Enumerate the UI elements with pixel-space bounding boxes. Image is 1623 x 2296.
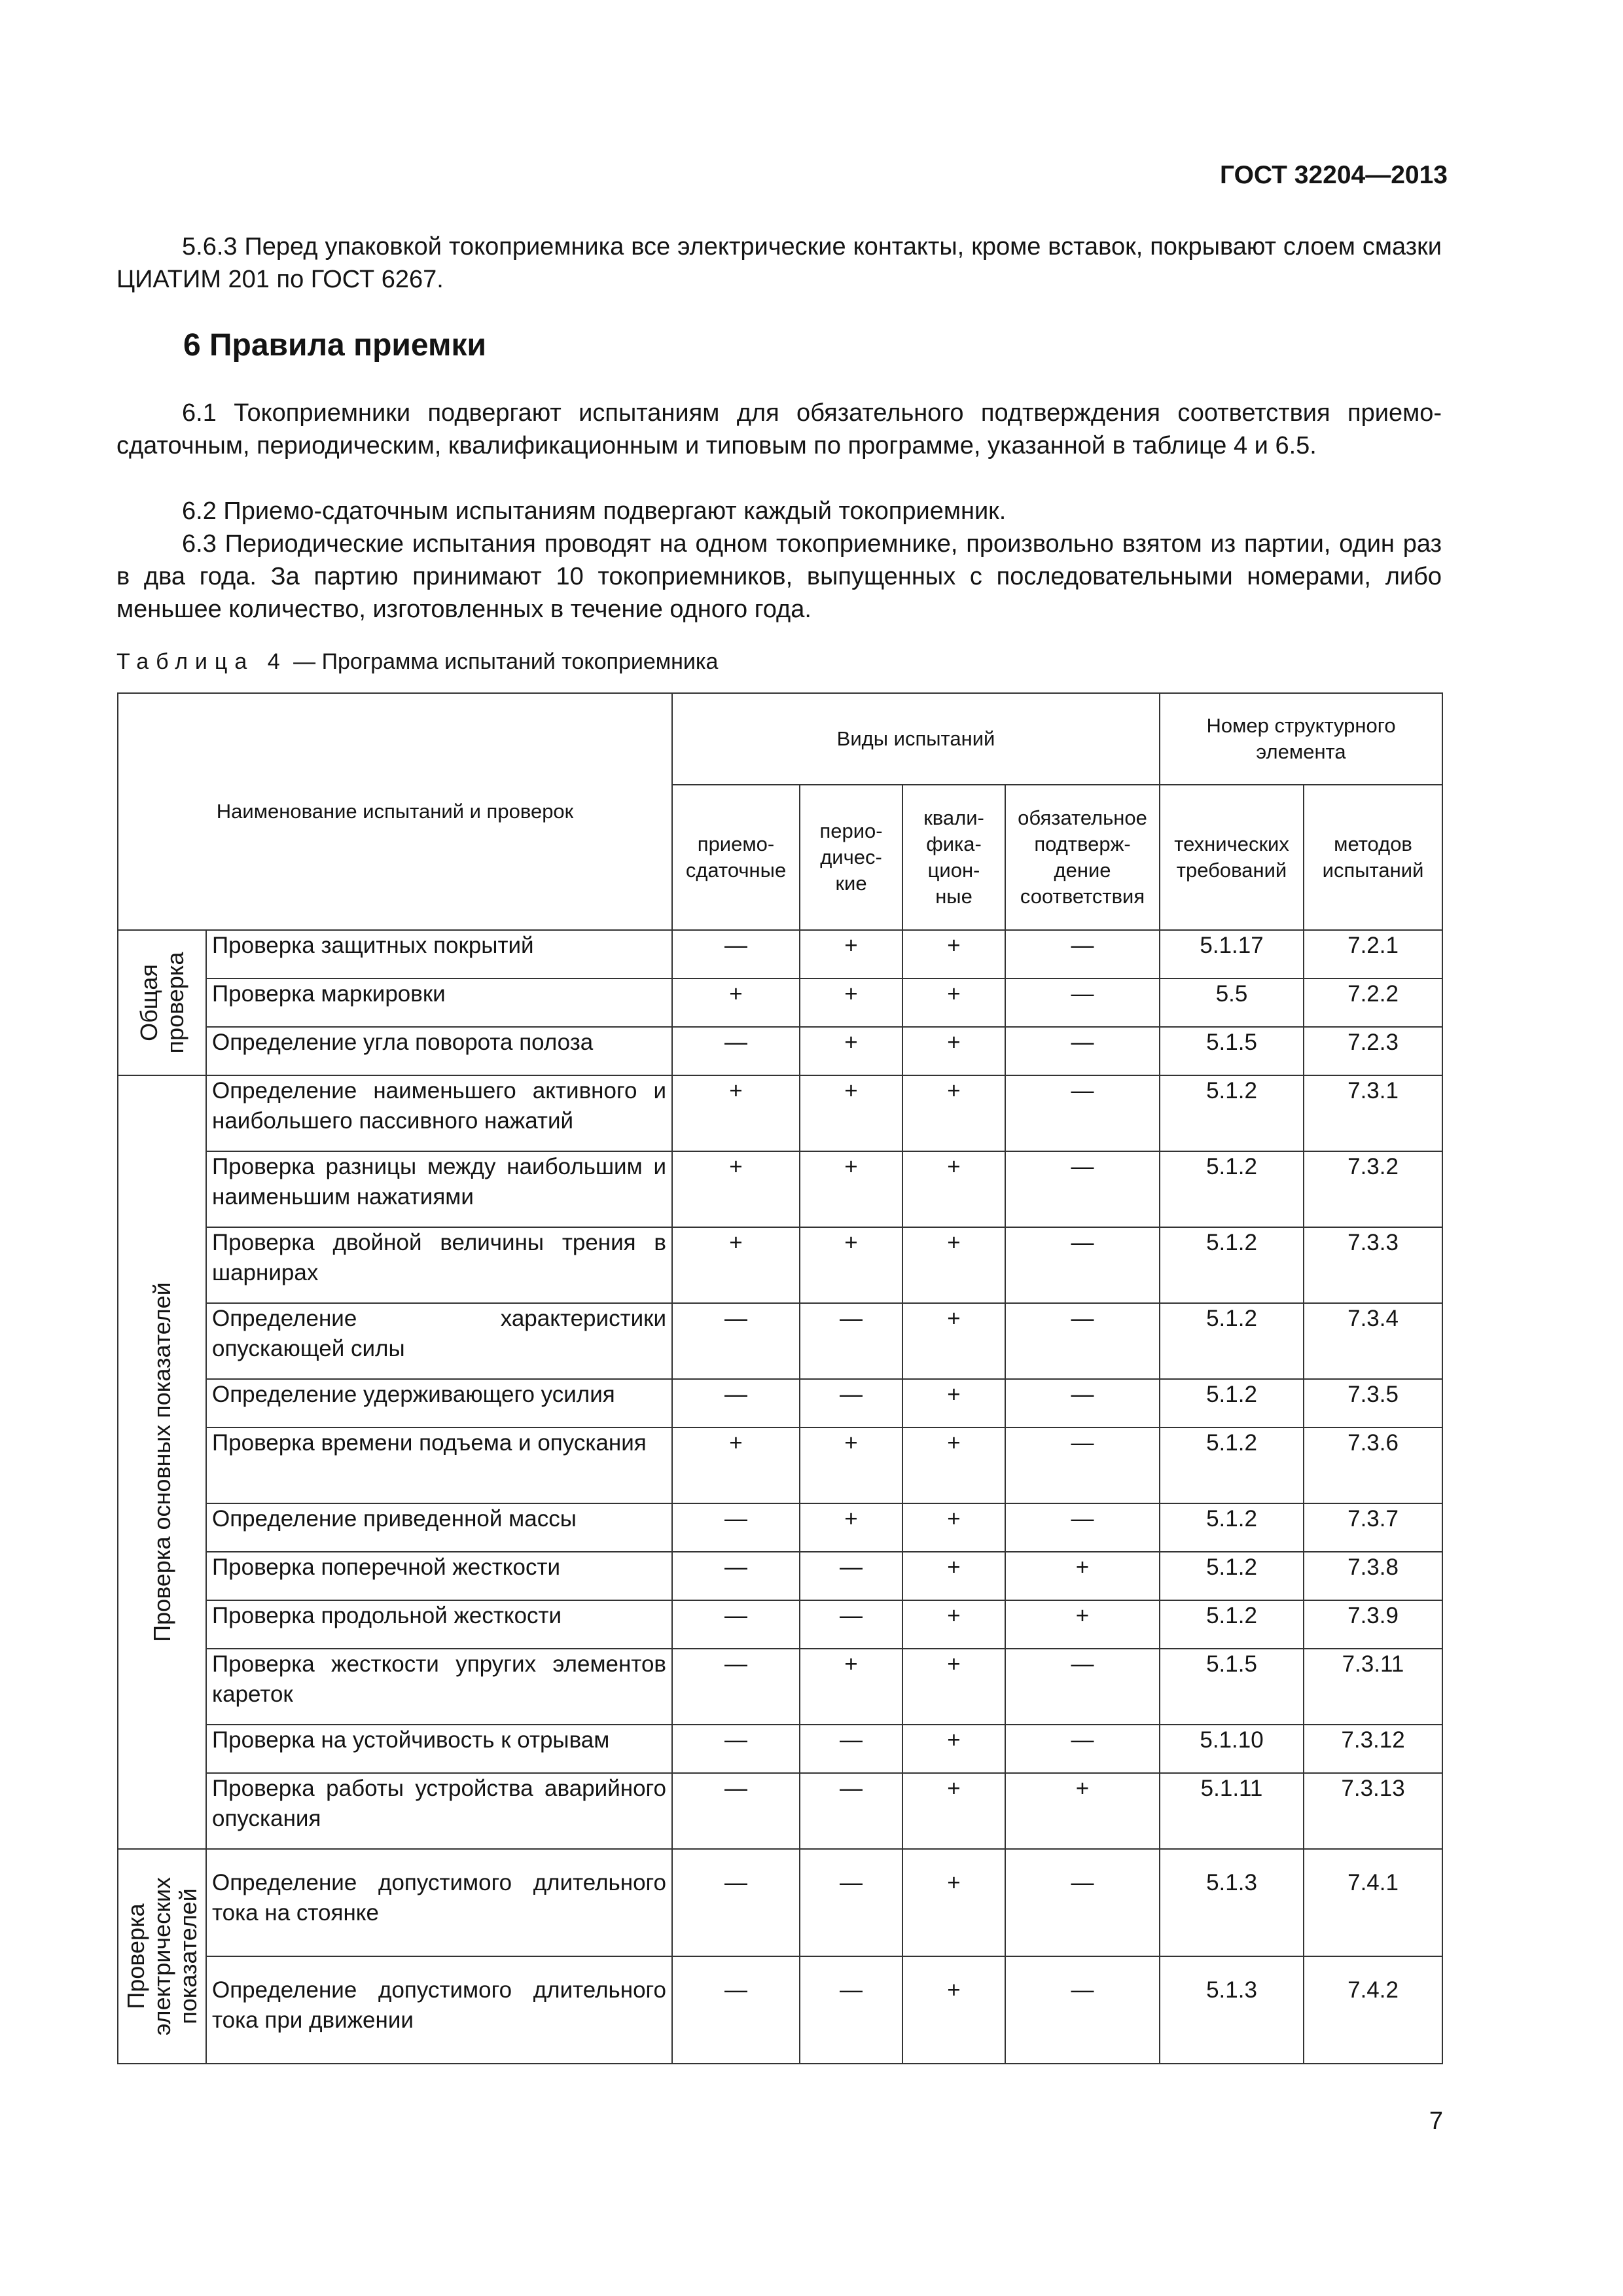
mark-acceptance: — xyxy=(672,1725,800,1773)
mark-mandatory: — xyxy=(1005,1027,1160,1075)
mark-qualification: + xyxy=(902,1427,1005,1503)
tech-req-ref: 5.1.10 xyxy=(1160,1725,1304,1773)
row-name: Проверка защитных покрытий xyxy=(206,930,672,978)
mark-mandatory: — xyxy=(1005,1956,1160,2064)
table-row xyxy=(118,1027,1442,1075)
mark-periodic: — xyxy=(800,1725,902,1773)
header-test-types: Виды испытаний xyxy=(672,693,1160,785)
table-row xyxy=(118,1503,1442,1552)
mark-mandatory: — xyxy=(1005,1075,1160,1151)
test-method-ref: 7.3.11 xyxy=(1304,1649,1442,1725)
paragraph-6-1: 6.1 Токоприемники подвергают испытаниям для обязательного подтверждения соответствия приемо-сдаточным, периодическим, квалификационным и типовым по программе, указанной в таблице 4 и 6.5. xyxy=(116,399,1442,459)
test-method-ref: 7.3.13 xyxy=(1304,1773,1442,1849)
table-row xyxy=(118,1552,1442,1600)
header-name: Наименование испытаний и проверок xyxy=(118,693,672,930)
table-row xyxy=(118,978,1442,1027)
mark-qualification: + xyxy=(902,1379,1005,1427)
table-caption xyxy=(116,649,718,675)
mark-qualification: + xyxy=(902,978,1005,1027)
mark-periodic: + xyxy=(800,1503,902,1552)
row-name: Проверка на устойчивость к отрывам xyxy=(206,1725,672,1773)
mark-periodic: + xyxy=(800,1227,902,1303)
table-row xyxy=(118,1075,1442,1151)
group-basic: Проверка основных показателей xyxy=(118,1075,206,1849)
table-row xyxy=(118,1649,1442,1725)
row-name: Проверка жесткости упругих элементов кареток xyxy=(206,1649,672,1725)
table-row xyxy=(118,1227,1442,1303)
row-name: Определение приведенной массы xyxy=(206,1503,672,1552)
table-row xyxy=(118,1427,1442,1503)
row-name: Определение наименьшего активного и наибольшего пассивного нажатий xyxy=(206,1075,672,1151)
mark-acceptance: — xyxy=(672,1027,800,1075)
table-row xyxy=(118,930,1442,978)
mark-qualification: + xyxy=(902,1303,1005,1379)
header-structural-element: Номер структурного элемента xyxy=(1160,693,1442,785)
mark-mandatory: + xyxy=(1005,1600,1160,1649)
mark-acceptance: + xyxy=(672,978,800,1027)
test-method-ref: 7.4.2 xyxy=(1304,1956,1442,2064)
mark-periodic: — xyxy=(800,1303,902,1379)
header-periodic: перио- дичес- кие xyxy=(800,785,902,930)
mark-mandatory: — xyxy=(1005,930,1160,978)
section-title: 6 Правила приемки xyxy=(183,328,487,363)
test-method-ref: 7.3.5 xyxy=(1304,1379,1442,1427)
mark-periodic: — xyxy=(800,1849,902,1956)
mark-periodic: + xyxy=(800,1427,902,1503)
document-code: ГОСТ 32204—2013 xyxy=(1220,161,1448,189)
mark-mandatory: + xyxy=(1005,1552,1160,1600)
mark-qualification: + xyxy=(902,1552,1005,1600)
tech-req-ref: 5.5 xyxy=(1160,978,1304,1027)
header-technical-requirements: технических требований xyxy=(1160,785,1304,930)
mark-periodic: + xyxy=(800,1151,902,1227)
mark-qualification: + xyxy=(902,1849,1005,1956)
test-method-ref: 7.3.2 xyxy=(1304,1151,1442,1227)
mark-mandatory: — xyxy=(1005,1227,1160,1303)
page-number: 7 xyxy=(1429,2108,1443,2135)
header-qualification: квали- фика- цион- ные xyxy=(902,785,1005,930)
mark-periodic: + xyxy=(800,1075,902,1151)
mark-periodic: — xyxy=(800,1773,902,1849)
test-program-table xyxy=(117,692,1443,2064)
test-method-ref: 7.3.1 xyxy=(1304,1075,1442,1151)
test-method-ref: 7.2.3 xyxy=(1304,1027,1442,1075)
tech-req-ref: 5.1.2 xyxy=(1160,1151,1304,1227)
mark-qualification: + xyxy=(902,1725,1005,1773)
paragraph-5-6-3: 5.6.3 Перед упаковкой токоприемника все электрические контакты, кроме вставок, покрывают слоем смазки ЦИАТИМ 201 по ГОСТ 6267. xyxy=(116,233,1442,293)
tech-req-ref: 5.1.3 xyxy=(1160,1849,1304,1956)
mark-qualification: + xyxy=(902,1075,1005,1151)
row-name: Определение допустимого длительного тока на стоянке xyxy=(206,1849,672,1956)
group-electrical: Проверка электрических показателей xyxy=(118,1849,206,2064)
mark-mandatory: — xyxy=(1005,1849,1160,1956)
mark-qualification: + xyxy=(902,1227,1005,1303)
table-row xyxy=(118,1303,1442,1379)
table-row xyxy=(118,1725,1442,1773)
mark-acceptance: — xyxy=(672,1600,800,1649)
row-name: Проверка работы устройства аварийного опускания xyxy=(206,1773,672,1849)
test-method-ref: 7.3.3 xyxy=(1304,1227,1442,1303)
header-acceptance: приемо- сдаточные xyxy=(672,785,800,930)
mark-qualification: + xyxy=(902,1773,1005,1849)
mark-periodic: — xyxy=(800,1552,902,1600)
mark-acceptance: — xyxy=(672,930,800,978)
tech-req-ref: 5.1.2 xyxy=(1160,1552,1304,1600)
header-test-methods: методов испытаний xyxy=(1304,785,1442,930)
mark-acceptance: + xyxy=(672,1075,800,1151)
mark-periodic: + xyxy=(800,978,902,1027)
tech-req-ref: 5.1.2 xyxy=(1160,1427,1304,1503)
group-general: Общая проверка xyxy=(118,930,206,1075)
mark-mandatory: — xyxy=(1005,1427,1160,1503)
mark-mandatory: — xyxy=(1005,1503,1160,1552)
test-method-ref: 7.3.7 xyxy=(1304,1503,1442,1552)
mark-acceptance: + xyxy=(672,1151,800,1227)
mark-qualification: + xyxy=(902,1956,1005,2064)
mark-mandatory: — xyxy=(1005,1379,1160,1427)
mark-acceptance: — xyxy=(672,1379,800,1427)
row-name: Определение характеристики опускающей силы xyxy=(206,1303,672,1379)
test-method-ref: 7.3.4 xyxy=(1304,1303,1442,1379)
tech-req-ref: 5.1.5 xyxy=(1160,1649,1304,1725)
tech-req-ref: 5.1.17 xyxy=(1160,930,1304,978)
paragraph-6-2: 6.2 Приемо-сдаточным испытаниям подвергают каждый токоприемник. xyxy=(182,497,1007,525)
mark-acceptance: + xyxy=(672,1427,800,1503)
table-caption-text: — Программа испытаний токоприемника xyxy=(287,649,719,674)
row-name: Определение допустимого длительного тока при движении xyxy=(206,1956,672,2064)
test-method-ref: 7.2.1 xyxy=(1304,930,1442,978)
mark-acceptance: — xyxy=(672,1552,800,1600)
table-caption-label: Таблица 4 xyxy=(116,649,287,674)
table-row xyxy=(118,1956,1442,2064)
mark-acceptance: — xyxy=(672,1849,800,1956)
header-mandatory-confirmation: обязательное подтверж- дение соответствия xyxy=(1005,785,1160,930)
row-name: Определение угла поворота полоза xyxy=(206,1027,672,1075)
row-name: Проверка поперечной жесткости xyxy=(206,1552,672,1600)
mark-acceptance: + xyxy=(672,1227,800,1303)
mark-periodic: + xyxy=(800,1649,902,1725)
table-row xyxy=(118,1151,1442,1227)
mark-qualification: + xyxy=(902,1503,1005,1552)
mark-acceptance: — xyxy=(672,1956,800,2064)
tech-req-ref: 5.1.2 xyxy=(1160,1227,1304,1303)
table-row xyxy=(118,1600,1442,1649)
mark-periodic: — xyxy=(800,1956,902,2064)
mark-acceptance: — xyxy=(672,1649,800,1725)
tech-req-ref: 5.1.2 xyxy=(1160,1503,1304,1552)
test-method-ref: 7.3.12 xyxy=(1304,1725,1442,1773)
mark-acceptance: — xyxy=(672,1303,800,1379)
tech-req-ref: 5.1.5 xyxy=(1160,1027,1304,1075)
table-row xyxy=(118,1379,1442,1427)
test-method-ref: 7.3.9 xyxy=(1304,1600,1442,1649)
mark-qualification: + xyxy=(902,1600,1005,1649)
row-name: Определение удерживающего усилия xyxy=(206,1379,672,1427)
mark-qualification: + xyxy=(902,1151,1005,1227)
tech-req-ref: 5.1.2 xyxy=(1160,1075,1304,1151)
tech-req-ref: 5.1.2 xyxy=(1160,1379,1304,1427)
table-row xyxy=(118,1849,1442,1956)
mark-acceptance: — xyxy=(672,1773,800,1849)
test-method-ref: 7.4.1 xyxy=(1304,1849,1442,1956)
mark-mandatory: — xyxy=(1005,978,1160,1027)
mark-qualification: + xyxy=(902,1027,1005,1075)
mark-mandatory: — xyxy=(1005,1649,1160,1725)
mark-mandatory: — xyxy=(1005,1725,1160,1773)
mark-qualification: + xyxy=(902,1649,1005,1725)
mark-mandatory: + xyxy=(1005,1773,1160,1849)
row-name: Проверка маркировки xyxy=(206,978,672,1027)
paragraph-6-3: 6.3 Периодические испытания проводят на одном токоприемнике, произвольно взятом из партии, один раз в два года. За партию принимают 10 токоприемников, выпущенных с последовательными номерами, либо меньшее количество, изготовленных в течение одного года. xyxy=(116,530,1442,623)
tech-req-ref: 5.1.2 xyxy=(1160,1303,1304,1379)
mark-acceptance: — xyxy=(672,1503,800,1552)
tech-req-ref: 5.1.3 xyxy=(1160,1956,1304,2064)
tech-req-ref: 5.1.2 xyxy=(1160,1600,1304,1649)
mark-periodic: + xyxy=(800,1027,902,1075)
table-row xyxy=(118,1773,1442,1849)
tech-req-ref: 5.1.11 xyxy=(1160,1773,1304,1849)
mark-periodic: — xyxy=(800,1600,902,1649)
mark-mandatory: — xyxy=(1005,1151,1160,1227)
mark-mandatory: — xyxy=(1005,1303,1160,1379)
mark-periodic: + xyxy=(800,930,902,978)
test-method-ref: 7.3.8 xyxy=(1304,1552,1442,1600)
mark-periodic: — xyxy=(800,1379,902,1427)
test-method-ref: 7.2.2 xyxy=(1304,978,1442,1027)
row-name: Проверка времени подъема и опускания xyxy=(206,1427,672,1503)
row-name: Проверка двойной величины трения в шарнирах xyxy=(206,1227,672,1303)
test-method-ref: 7.3.6 xyxy=(1304,1427,1442,1503)
row-name: Проверка продольной жесткости xyxy=(206,1600,672,1649)
mark-qualification: + xyxy=(902,930,1005,978)
row-name: Проверка разницы между наибольшим и наименьшим нажатиями xyxy=(206,1151,672,1227)
